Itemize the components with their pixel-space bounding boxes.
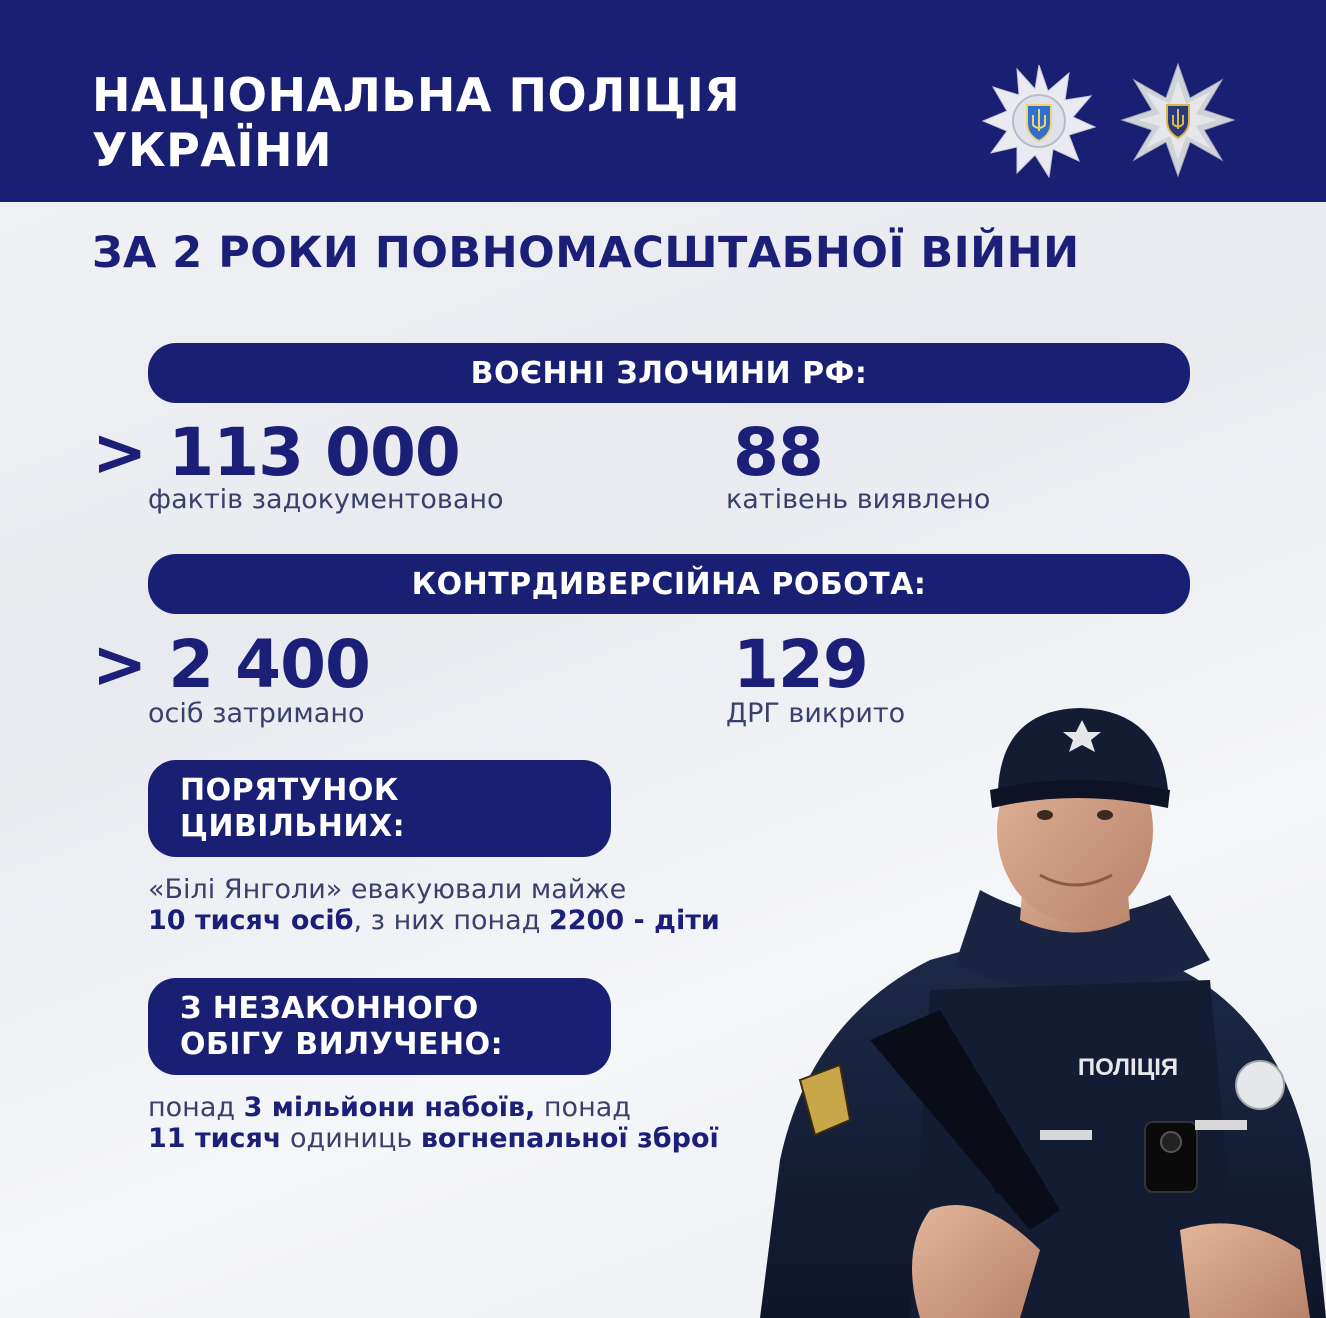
evacuated-count: 10 тисяч осіб bbox=[148, 905, 354, 936]
war-crimes-facts-caption: фактів задокументовано bbox=[148, 484, 504, 515]
civilians-rescue-label: ПОРЯТУНОК ЦИВІЛЬНИХ: bbox=[148, 760, 611, 857]
torture-chambers-value: 88 bbox=[733, 414, 823, 491]
header-banner bbox=[0, 0, 1326, 202]
children-count: 2200 - діти bbox=[548, 905, 720, 936]
police-officer-image bbox=[740, 690, 1326, 1318]
seized-line-2-text: одиниць bbox=[281, 1123, 421, 1154]
civilians-line-2 bbox=[148, 905, 720, 936]
seized-line-2 bbox=[148, 1123, 719, 1154]
seized-label: З НЕЗАКОННОГО ОБІГУ ВИЛУЧЕНО: bbox=[148, 978, 611, 1075]
organization-title: НАЦІОНАЛЬНА ПОЛІЦІЯ УКРАЇНИ bbox=[92, 68, 741, 177]
seized-line-1-prefix: понад bbox=[148, 1092, 244, 1123]
seized-text bbox=[148, 1092, 719, 1154]
vest-label: ПОЛІЦІЯ bbox=[1077, 1054, 1179, 1081]
civilians-line-2-text: , з них понад bbox=[353, 905, 549, 936]
detained-persons-caption: осіб затримано bbox=[148, 698, 365, 729]
civilians-rescue-text bbox=[148, 874, 720, 936]
period-subheading: ЗА 2 РОКИ ПОВНОМАСШТАБНОЇ ВІЙНИ bbox=[92, 228, 1080, 278]
ammo-count: 3 мільйони набоїв, bbox=[243, 1092, 536, 1123]
seized-line-1 bbox=[148, 1092, 719, 1123]
police-star-emblem-white-icon bbox=[980, 62, 1098, 180]
detained-persons-value: > 2 400 bbox=[92, 626, 370, 703]
seized-line-1-suffix: понад bbox=[535, 1092, 631, 1123]
war-crimes-label: ВОЄННІ ЗЛОЧИНИ РФ: bbox=[148, 343, 1190, 403]
torture-chambers-caption: катівень виявлено bbox=[726, 484, 991, 515]
sabotage-groups-caption: ДРГ викрито bbox=[726, 698, 906, 729]
war-crimes-facts-value: > 113 000 bbox=[92, 414, 460, 491]
weapons-count: 11 тисяч bbox=[148, 1123, 282, 1154]
counter-sabotage-label: КОНТРДИВЕРСІЙНА РОБОТА: bbox=[148, 554, 1190, 614]
firearms-label: вогнепальної зброї bbox=[420, 1123, 719, 1154]
police-star-emblem-silver-icon bbox=[1120, 62, 1236, 178]
civilians-line-1: «Білі Янголи» евакуювали майже bbox=[148, 874, 627, 905]
sabotage-groups-value: 129 bbox=[733, 626, 868, 703]
